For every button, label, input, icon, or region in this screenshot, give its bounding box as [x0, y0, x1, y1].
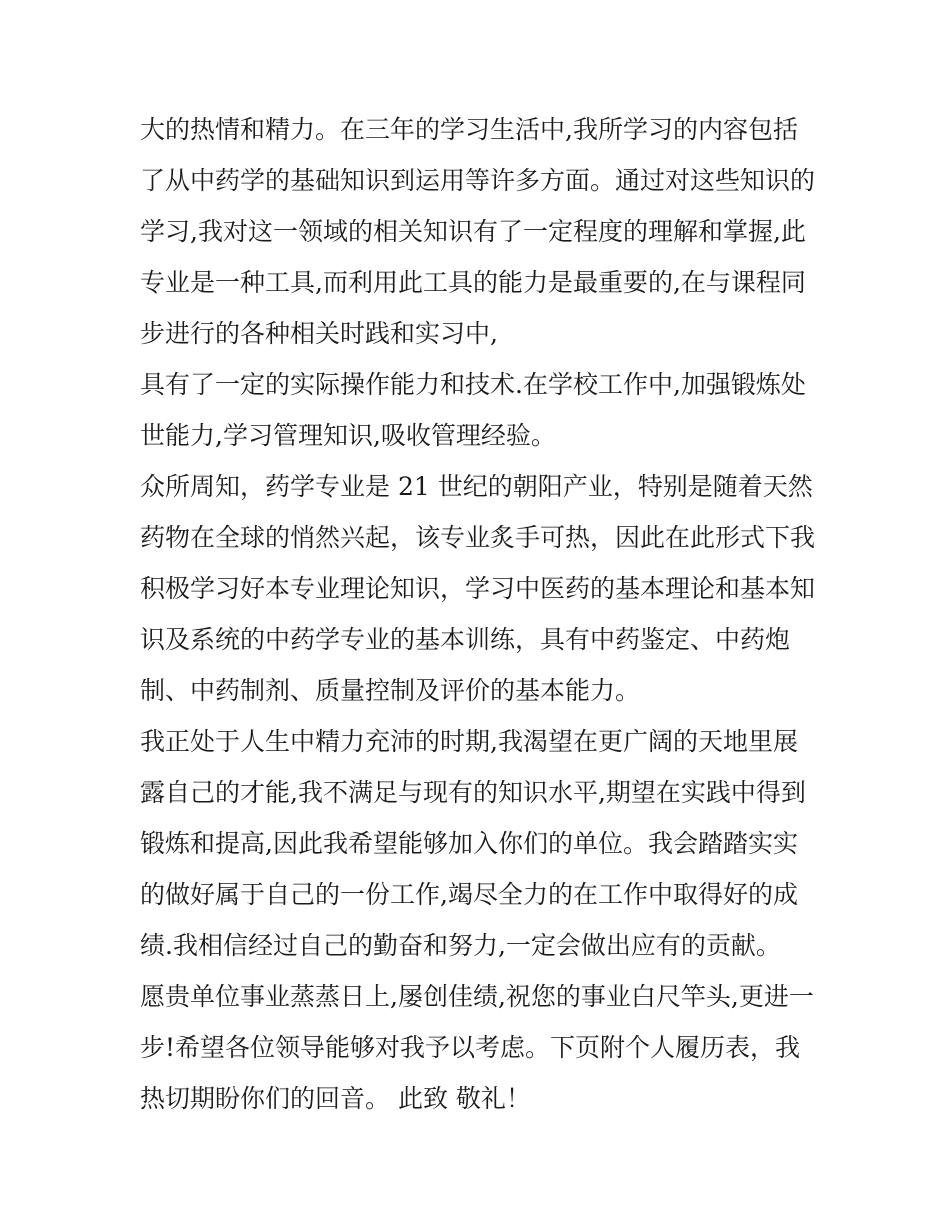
text-line: 专业是一种工具,而利用此工具的能力是最重要的,在与课程同 [140, 268, 806, 297]
text-line: 步!希望各位领导能够对我予以考虑。下页附个人履历表，我 [140, 1033, 801, 1062]
text-line: 的做好属于自己的一份工作,竭尽全力的在工作中取得好的成 [140, 880, 798, 909]
text-line: 露自己的才能,我不满足与现有的知识水平,期望在实践中得到 [140, 778, 806, 807]
text-line: 愿贵单位事业蒸蒸日上,屡创佳绩,祝您的事业白尺竿头,更进一 [140, 982, 814, 1011]
letter-body [140, 104, 820, 1124]
text-line: 制、中药制剂、质量控制及评价的基本能力。 [140, 676, 641, 705]
text-line: 学习,我对这一领域的相关知识有了一定程度的理解和掌握,此 [140, 217, 806, 246]
text-line: 锻炼和提高,因此我希望能够加入你们的单位。我会踏踏实实 [140, 829, 798, 858]
text-line: 绩.我相信经过自己的勤奋和努力,一定会做出应有的贡献。 [140, 931, 781, 960]
text-line: 药物在全球的悄然兴起，该专业炙手可热，因此在此形式下我 [140, 523, 816, 552]
text-line: 识及系统的中药学专业的基本训练，具有中药鉴定、中药炮 [140, 625, 791, 654]
text-line: 热切期盼你们的回音。 此致 敬礼！ [140, 1084, 531, 1113]
text-line: 大的热情和精力。在三年的学习生活中,我所学习的内容包括 [140, 115, 798, 144]
text-line: 众所周知，药学专业是 21 世纪的朝阳产业，特别是随着天然 [140, 472, 813, 501]
text-line: 步进行的各种相关时践和实习中, [140, 319, 498, 348]
text-line: 我正处于人生中精力充沛的时期,我渴望在更广阔的天地里展 [140, 727, 798, 756]
text-line: 积极学习好本专业理论知识，学习中医药的基本理论和基本知 [140, 574, 816, 603]
text-line: 世能力,学习管理知识,吸收管理经验。 [140, 421, 556, 450]
text-line: 具有了一定的实际操作能力和技术.在学校工作中,加强锻炼处 [140, 370, 806, 399]
text-line: 了从中药学的基础知识到运用等许多方面。通过对这些知识的 [140, 166, 816, 195]
